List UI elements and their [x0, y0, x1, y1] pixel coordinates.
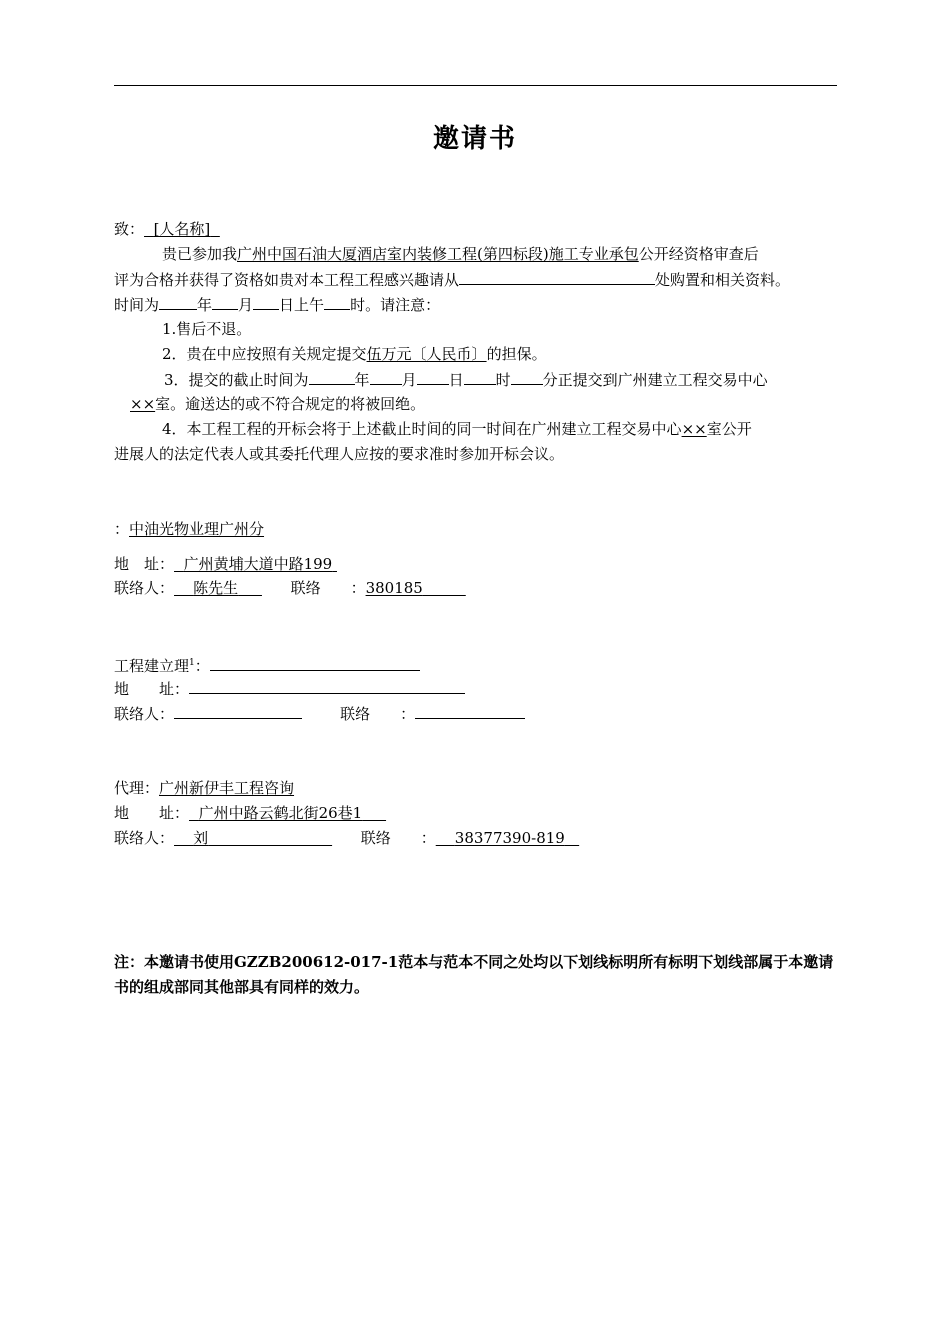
- intro-line-2: 评为合格并获得了资格如贵对本工程工程感兴趣请从 处购置和相关资料。: [114, 271, 791, 289]
- document-title: 邀请书: [432, 124, 517, 154]
- addressee-name: [人名称]: [153, 220, 211, 238]
- intro-line-3: 时间为 年 月 日上午 时。请注意：: [114, 296, 441, 314]
- agent-line: 代理：广州新伊丰工程咨询: [114, 779, 295, 797]
- guarantee-amount: 伍万元〔人民币〕: [366, 345, 487, 363]
- project-name: 广州中国石油大厦酒店室内装修工程(第四标段)施工专业承包: [237, 245, 639, 263]
- item-1: 1.售后不退。: [162, 320, 252, 338]
- footnote: 注：本邀请书使用GZZB200612-017-1范本与范本不同之处均以下划线标明所有标明下划线部属于本邀请书的组成部同其他部具有同样的效力。: [114, 953, 834, 996]
- item-4: 4．本工程工程的开标会将于上述截止时间的同一时间在广州建立工程交易中心××室公开: [162, 420, 752, 438]
- tenderer-address-line: 地 址： 广州黄埔大道中路199: [114, 555, 333, 573]
- item-3-cont: ××室。逾送达的或不符合规定的将被回绝。: [130, 395, 426, 413]
- builder-address-line: 地 址：: [114, 679, 465, 698]
- addressee-line: [114, 220, 220, 238]
- header-rule: [114, 85, 837, 86]
- agent-contact: 刘: [193, 829, 209, 847]
- agent-address-line: 地 址： 广州中路云鹤北街26巷1: [114, 804, 363, 822]
- tenderer-name-line: ：中油光物业理广州分: [114, 520, 265, 538]
- to-label: 致：: [114, 220, 145, 238]
- builder-contact-line: 联络人： 联络 ：: [114, 704, 525, 723]
- item-3: 3．提交的截止时间为 年 月 日 时 分正提交到广州建立工程交易中心: [164, 371, 768, 389]
- agent-contact-line: 联络人： 刘 联络 ： 38377390-819: [114, 829, 565, 847]
- tenderer-name: 中油光物业理广州分: [129, 520, 265, 538]
- tenderer-contact: 陈先生: [193, 579, 239, 597]
- agent-name: 广州新伊丰工程咨询: [159, 779, 295, 797]
- tenderer-address: 广州黄埔大道中路199: [183, 555, 333, 573]
- agent-phone: 38377390-819: [454, 829, 565, 847]
- builder-line: 工程建立理$^1$：: [114, 654, 420, 675]
- tenderer-contact-line: 联络人： 陈先生 联络 ：380185: [114, 579, 423, 597]
- agent-address: 广州中路云鹤北街26巷1: [198, 804, 363, 822]
- tenderer-phone: 380185: [365, 579, 423, 597]
- blank-location: [459, 270, 655, 285]
- item-4-cont: 进展人的法定代表人或其委托代理人应按的要求准时参加开标会议。: [114, 445, 565, 463]
- item-2: 2．贵在中应按照有关规定提交伍万元〔人民币〕的担保。: [162, 345, 547, 363]
- intro-line-1: 贵已参加我广州中国石油大厦酒店室内装修工程(第四标段)施工专业承包公开经资格审查后: [162, 245, 759, 263]
